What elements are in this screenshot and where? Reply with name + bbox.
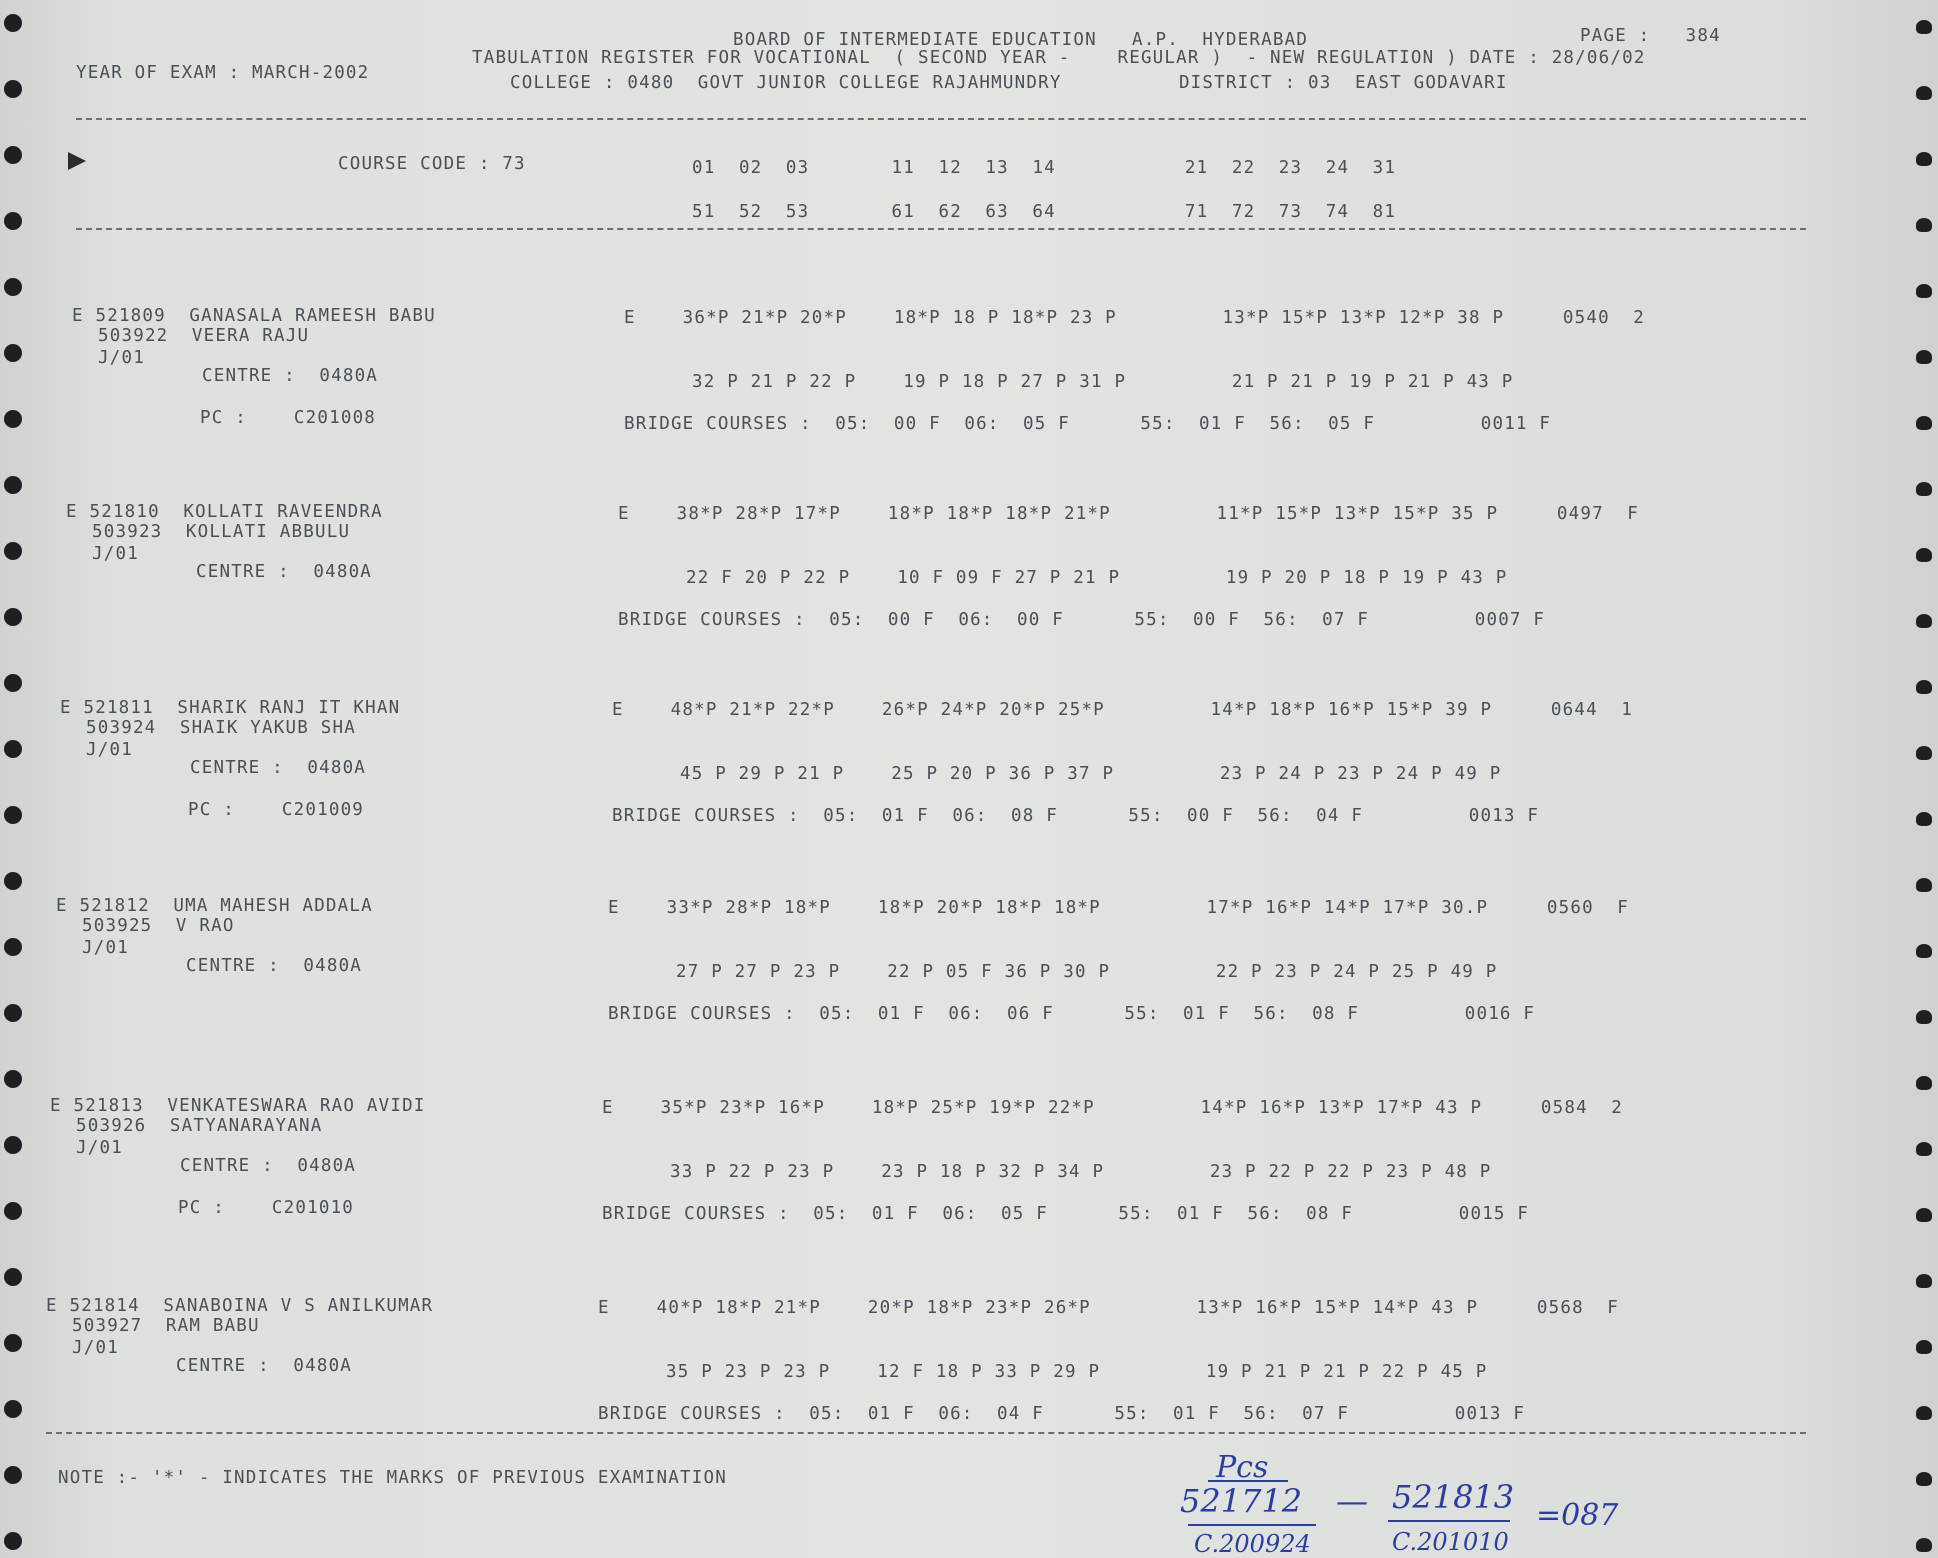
tractor-hole (1916, 1340, 1932, 1354)
student-centre: CENTRE : 0480A (190, 758, 367, 778)
student-marks-row2: 27 P 27 P 23 P 22 P 05 F 36 P 30 P 22 P 23 P 24 P 25 P 49 P (676, 962, 1498, 982)
header-divider (76, 118, 1806, 120)
student-id-name: E 521813 VENKATESWARA RAO AVIDI (50, 1096, 426, 1116)
tractor-hole (1916, 86, 1932, 100)
tractor-hole (4, 608, 22, 626)
tractor-hole (4, 1070, 22, 1088)
tractor-hole (4, 14, 22, 32)
student-id-name: E 521814 SANABOINA V S ANILKUMAR (46, 1296, 434, 1316)
student-marks-row2: 22 F 20 P 22 P 10 F 09 F 27 P 21 P 19 P 20 P 18 P 19 P 43 P (686, 568, 1508, 588)
student-marks-row1: E 33*P 28*P 18*P 18*P 20*P 18*P 18*P 17*P 16*P 14*P 17*P 30.P 0560 F (608, 898, 1630, 918)
tractor-hole (4, 1334, 22, 1352)
tractor-hole (1916, 1076, 1932, 1090)
subject-codes-row1: 01 02 03 11 12 13 14 21 22 23 24 31 (692, 158, 1397, 178)
student-bridge-courses: BRIDGE COURSES : 05: 00 F 06: 05 F 55: 01 F 56: 05 F 0011 F (624, 414, 1552, 434)
tractor-hole (1916, 548, 1932, 562)
student-pc: PC : C201010 (178, 1198, 355, 1218)
student-marks-row1: E 40*P 18*P 21*P 20*P 18*P 23*P 26*P 13*P 16*P 15*P 14*P 43 P 0568 F (598, 1298, 1620, 1318)
tractor-hole (4, 1400, 22, 1418)
left-tractor-holes (0, 0, 40, 1558)
student-group: J/01 (72, 1338, 119, 1358)
student-group: J/01 (82, 938, 129, 958)
college-line: COLLEGE : 0480 GOVT JUNIOR COLLEGE RAJAHMUNDRY DISTRICT : 03 EAST GODAVARI (510, 73, 1508, 93)
student-bridge-courses: BRIDGE COURSES : 05: 01 F 06: 04 F 55: 01 F 56: 07 F 0013 F (598, 1404, 1526, 1424)
subject-codes-row2: 51 52 53 61 62 63 64 71 72 73 74 81 (692, 202, 1397, 222)
board-title: BOARD OF INTERMEDIATE EDUCATION A.P. HYDERABAD (733, 30, 1309, 50)
tractor-hole (1916, 1274, 1932, 1288)
pointer-arrow-icon (68, 152, 86, 170)
handwritten-pcs: Pcs (1216, 1450, 1269, 1485)
student-father-name: 503922 VEERA RAJU (98, 326, 310, 346)
student-father-name: 503925 V RAO (82, 916, 235, 936)
student-bridge-courses: BRIDGE COURSES : 05: 01 F 06: 06 F 55: 01 F 56: 08 F 0016 F (608, 1004, 1536, 1024)
tractor-hole (4, 542, 22, 560)
footnote: NOTE :- '*' - INDICATES THE MARKS OF PREVIOUS EXAMINATION (58, 1468, 727, 1488)
right-tractor-holes (1898, 0, 1938, 1558)
tractor-hole (1916, 1406, 1932, 1420)
year-of-exam: YEAR OF EXAM : MARCH-2002 (76, 63, 370, 83)
tractor-hole (1916, 284, 1932, 298)
student-centre: CENTRE : 0480A (202, 366, 379, 386)
tractor-hole (1916, 1538, 1932, 1552)
student-marks-row1: E 36*P 21*P 20*P 18*P 18 P 18*P 23 P 13*P 15*P 13*P 12*P 38 P 0540 2 (624, 308, 1646, 328)
tractor-hole (4, 1004, 22, 1022)
tractor-hole (4, 278, 22, 296)
tractor-hole (1916, 1472, 1932, 1486)
handwritten-from-number: 521712 (1180, 1482, 1303, 1520)
student-group: J/01 (98, 348, 145, 368)
student-marks-row1: E 38*P 28*P 17*P 18*P 18*P 18*P 21*P 11*P 15*P 13*P 15*P 35 P 0497 F (618, 504, 1640, 524)
tractor-hole (4, 806, 22, 824)
tractor-hole (1916, 218, 1932, 232)
tractor-hole (1916, 482, 1932, 496)
student-centre: CENTRE : 0480A (196, 562, 373, 582)
tractor-hole (4, 410, 22, 428)
student-bridge-courses: BRIDGE COURSES : 05: 00 F 06: 00 F 55: 00 F 56: 07 F 0007 F (618, 610, 1546, 630)
page-number: PAGE : 384 (1580, 26, 1721, 46)
tractor-hole (4, 146, 22, 164)
tractor-hole (4, 740, 22, 758)
tractor-hole (1916, 416, 1932, 430)
student-father-name: 503926 SATYANARAYANA (76, 1116, 323, 1136)
student-marks-row2: 45 P 29 P 21 P 25 P 20 P 36 P 37 P 23 P 24 P 23 P 24 P 49 P (680, 764, 1502, 784)
tractor-hole (4, 344, 22, 362)
handwritten-dash: — (1336, 1482, 1368, 1520)
tractor-hole (4, 1466, 22, 1484)
tractor-hole (1916, 614, 1932, 628)
student-pc: PC : C201009 (188, 800, 365, 820)
tractor-hole (4, 1532, 22, 1550)
student-marks-row2: 35 P 23 P 23 P 12 F 18 P 33 P 29 P 19 P 21 P 21 P 22 P 45 P (666, 1362, 1488, 1382)
tractor-hole (4, 476, 22, 494)
student-pc: PC : C201008 (200, 408, 377, 428)
tractor-hole (1916, 812, 1932, 826)
student-id-name: E 521811 SHARIK RANJ IT KHAN (60, 698, 401, 718)
student-bridge-courses: BRIDGE COURSES : 05: 01 F 06: 05 F 55: 01 F 56: 08 F 0015 F (602, 1204, 1530, 1224)
student-marks-row2: 33 P 22 P 23 P 23 P 18 P 32 P 34 P 23 P 22 P 22 P 23 P 48 P (670, 1162, 1492, 1182)
student-id-name: E 521809 GANASALA RAMEESH BABU (72, 306, 436, 326)
tractor-hole (1916, 20, 1932, 34)
student-group: J/01 (92, 544, 139, 564)
tractor-hole (1916, 152, 1932, 166)
student-id-name: E 521810 KOLLATI RAVEENDRA (66, 502, 383, 522)
tractor-hole (1916, 1208, 1932, 1222)
student-group: J/01 (86, 740, 133, 760)
tractor-hole (1916, 680, 1932, 694)
student-id-name: E 521812 UMA MAHESH ADDALA (56, 896, 373, 916)
tractor-hole (1916, 1142, 1932, 1156)
student-father-name: 503924 SHAIK YAKUB SHA (86, 718, 356, 738)
course-code: COURSE CODE : 73 (338, 154, 526, 174)
student-father-name: 503923 KOLLATI ABBULU (92, 522, 351, 542)
student-father-name: 503927 RAM BABU (72, 1316, 260, 1336)
student-centre: CENTRE : 0480A (176, 1356, 353, 1376)
tractor-hole (4, 1136, 22, 1154)
footer-divider (46, 1432, 1806, 1434)
tractor-hole (1916, 1010, 1932, 1024)
from-number-line (1188, 1524, 1316, 1526)
tractor-hole (4, 1268, 22, 1286)
tractor-hole (4, 80, 22, 98)
to-number-line (1388, 1520, 1510, 1522)
tractor-hole (4, 212, 22, 230)
student-centre: CENTRE : 0480A (186, 956, 363, 976)
student-bridge-courses: BRIDGE COURSES : 05: 01 F 06: 08 F 55: 00 F 56: 04 F 0013 F (612, 806, 1540, 826)
columns-divider (76, 228, 1806, 230)
student-group: J/01 (76, 1138, 123, 1158)
student-centre: CENTRE : 0480A (180, 1156, 357, 1176)
register-title: TABULATION REGISTER FOR VOCATIONAL ( SECOND YEAR - REGULAR ) - NEW REGULATION ) DATE : 28/06/02 (472, 48, 1646, 68)
tractor-hole (1916, 878, 1932, 892)
tractor-hole (1916, 746, 1932, 760)
handwritten-to-number: 521813 (1392, 1478, 1515, 1516)
student-marks-row2: 32 P 21 P 22 P 19 P 18 P 27 P 31 P 21 P 21 P 19 P 21 P 43 P (692, 372, 1514, 392)
tractor-hole (1916, 944, 1932, 958)
student-marks-row1: E 35*P 23*P 16*P 18*P 25*P 19*P 22*P 14*P 16*P 13*P 17*P 43 P 0584 2 (602, 1098, 1624, 1118)
handwritten-total: =087 (1536, 1498, 1619, 1533)
tractor-hole (4, 872, 22, 890)
student-marks-row1: E 48*P 21*P 22*P 26*P 24*P 20*P 25*P 14*P 18*P 16*P 15*P 39 P 0644 1 (612, 700, 1634, 720)
tractor-hole (4, 938, 22, 956)
tractor-hole (1916, 350, 1932, 364)
handwritten-from-pc: C.200924 (1194, 1530, 1311, 1558)
tractor-hole (4, 674, 22, 692)
handwritten-to-pc: C.201010 (1392, 1528, 1509, 1556)
tractor-hole (4, 1202, 22, 1220)
